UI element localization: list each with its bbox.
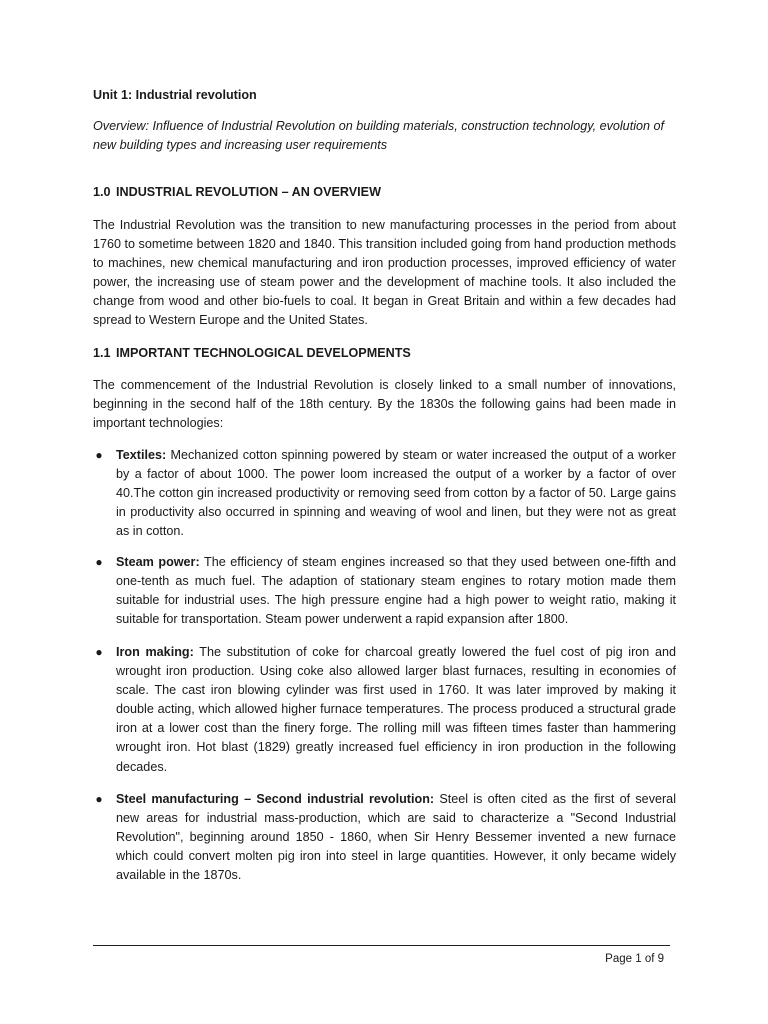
bullet-text: The efficiency of steam engines increased so that they used between one-fifth and one-tenth as much fuel. The adaption of stationary steam engines to rotary motion made them suitable for industrial uses. The high pressure engine had a high power to weight ratio, making it suitable for transportation. Steam power underwent a rapid expansion after 1800.: [116, 555, 676, 627]
bullet-label: Textiles:: [116, 448, 167, 462]
section-heading-1-1: [93, 344, 411, 363]
section-number: 1.0: [93, 185, 111, 199]
bullet-icon: ●: [95, 645, 103, 659]
section-title: INDUSTRIAL REVOLUTION – AN OVERVIEW: [116, 185, 381, 199]
overview-paragraph: The Industrial Revolution was the transition to new manufacturing processes in the period from about 1760 to sometime between 1820 and 1840. This transition included going from hand production methods to machines, new chemical manufacturing and iron production processes, improved efficiency of water power, the increasing use of steam power and the development of machine tools. It also included the change from wood and other bio-fuels to coal. It began in Great Britain and within a few decades had spread to Western Europe and the United States.: [93, 218, 676, 328]
footer-divider: [93, 945, 670, 946]
section-title: IMPORTANT TECHNOLOGICAL DEVELOPMENTS: [116, 346, 411, 360]
section-number: 1.1: [93, 346, 111, 360]
bullet-text: The substitution of coke for charcoal greatly lowered the fuel cost of pig iron and wrought iron production. Using coke also allowed larger blast furnaces, resulting in economies of scale. The cast iron blowing cylinder was first used in 1760. It was later improved by making it double acting, which allowed higher furnace temperatures. The process produced a structural grade iron at a lower cost than the finery forge. The rolling mill was fifteen times faster than hammering wrought iron. Hot blast (1829) greatly increased fuel efficiency in iron production in the following decades.: [116, 645, 676, 774]
bullet-icon: ●: [95, 792, 103, 806]
overview-text: Overview: Influence of Industrial Revolution on building materials, construction technology, evolution of new building types and increasing user requirements: [93, 119, 664, 152]
intro-paragraph: The commencement of the Industrial Revolution is closely linked to a small number of innovations, beginning in the second half of the 18th century. By the 1830s the following gains had been made in important technologies:: [93, 378, 676, 431]
bullet-label: Steel manufacturing – Second industrial revolution:: [116, 792, 435, 806]
list-item: [93, 553, 676, 629]
bullet-text: Mechanized cotton spinning powered by steam or water increased the output of a worker by a factor of about 1000. The power loom increased the output of a worker by a factor of over 40.The cotton gin increased productivity or removing seed from cotton by a factor of 50. Large gains in productivity also occurred in spinning and weaving of wool and linen, but they were not as great as in cotton.: [116, 448, 676, 539]
section-heading-1-0: [93, 183, 381, 202]
page-number: Page 1 of 9: [605, 953, 664, 965]
bullet-label: Iron making:: [116, 645, 194, 659]
unit-title: Unit 1: Industrial revolution: [93, 88, 257, 102]
list-item: [93, 446, 676, 541]
bullet-icon: ●: [95, 448, 103, 462]
list-item: [93, 790, 676, 885]
list-item: [93, 643, 676, 777]
bullet-label: Steam power:: [116, 555, 200, 569]
bullet-icon: ●: [95, 555, 103, 569]
bullet-text: Steel is often cited as the first of several new areas for industrial mass-production, which are said to characterize a "Second Industrial Revolution", beginning around 1850 - 1860, when Sir Henry Bessemer invented a new furnace which could convert molten pig iron into steel in large quantities. However, it only became widely available in the 1870s.: [116, 792, 676, 883]
